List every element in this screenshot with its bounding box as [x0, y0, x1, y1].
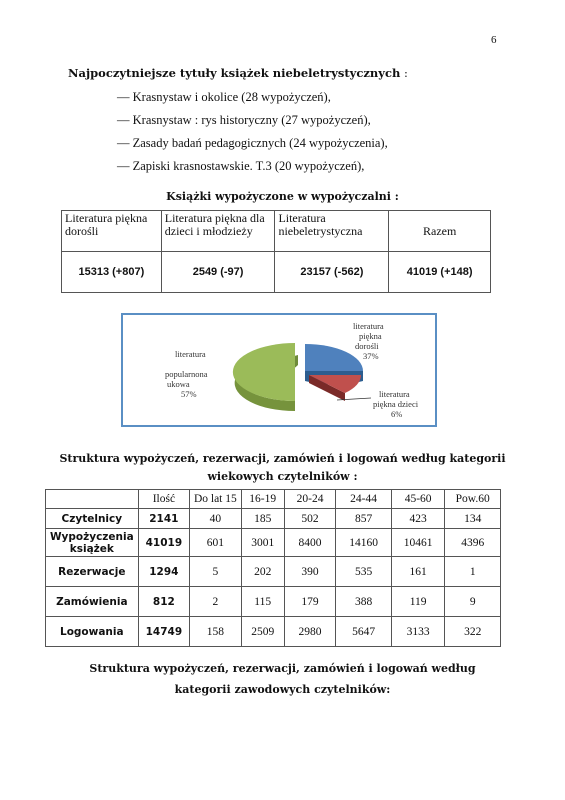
- loans-header-nonfiction: Literatura niebeletrystyczna: [275, 211, 389, 252]
- cell: 202: [241, 557, 284, 587]
- cell: 115: [241, 587, 284, 617]
- cell: 812: [138, 587, 189, 617]
- age-header-24-44: 24-44: [336, 490, 392, 509]
- pie-chart: [123, 315, 435, 425]
- cell: 40: [190, 509, 241, 529]
- table-row: [46, 617, 501, 647]
- cell: 2980: [284, 617, 335, 647]
- loans-value-total: 41019 (+148): [389, 252, 491, 293]
- cell: 41019: [138, 529, 189, 557]
- table-row: [46, 587, 501, 617]
- loans-header-children: Literatura piękna dla dzieci i młodzieży: [161, 211, 275, 252]
- cell: 857: [336, 509, 392, 529]
- age-table-title-line1: Struktura wypożyczeń, rezerwacji, zamówień i logowań według kategorii: [59, 452, 506, 465]
- label-children-pct: 6%: [391, 409, 403, 419]
- loans-header-adult: Literatura piękna dorośli: [62, 211, 162, 252]
- table-row: [46, 557, 501, 587]
- cell: 5: [190, 557, 241, 587]
- cell: 179: [284, 587, 335, 617]
- top-titles-heading-text: Najpoczytniejsze tytuły książek niebeletrystycznych: [68, 66, 401, 80]
- label-adult: [353, 321, 384, 361]
- cell: 14749: [138, 617, 189, 647]
- age-header-20-24: 20-24: [284, 490, 335, 509]
- list-item: — Krasnystaw i okolice (28 wypożyczeń),: [117, 90, 331, 104]
- label-adult-pct: 37%: [363, 351, 379, 361]
- cell: 5647: [336, 617, 392, 647]
- cell: 423: [391, 509, 445, 529]
- cell: 3133: [391, 617, 445, 647]
- cell: 185: [241, 509, 284, 529]
- cell: 1: [445, 557, 501, 587]
- loans-value-adult: 15313 (+807): [62, 252, 162, 293]
- label-children-line1: literatura: [379, 389, 410, 399]
- cell: 322: [445, 617, 501, 647]
- cell: 10461: [391, 529, 445, 557]
- list-item: — Krasnystaw : rys historyczny (27 wypożyczeń),: [117, 113, 371, 127]
- cell: 601: [190, 529, 241, 557]
- cell: 2141: [138, 509, 189, 529]
- label-popular-line2: popularnona: [165, 369, 208, 379]
- row-label: Zamówienia: [46, 587, 139, 617]
- age-header-over60: Pow.60: [445, 490, 501, 509]
- cell: 8400: [284, 529, 335, 557]
- cell: 14160: [336, 529, 392, 557]
- age-header-count: Ilość: [138, 490, 189, 509]
- label-children: [373, 389, 419, 419]
- loans-table: [61, 210, 491, 293]
- cell: 4396: [445, 529, 501, 557]
- label-popular: [165, 349, 208, 399]
- loans-header-total: Razem: [389, 211, 491, 252]
- age-table: [45, 489, 501, 647]
- label-adult-line2: piękna: [359, 331, 382, 341]
- page-number: 6: [491, 34, 497, 46]
- loans-table-title: Książki wypożyczone w wypożyczalni :: [166, 190, 399, 203]
- next-section-title-line2: kategorii zawodowych czytelników:: [174, 683, 391, 696]
- label-adult-line3: dorośli: [355, 341, 379, 351]
- label-popular-pct: 57%: [181, 389, 197, 399]
- top-titles-heading: [68, 66, 408, 80]
- row-label: Czytelnicy: [46, 509, 139, 529]
- age-table-title-line2: wiekowych czytelników :: [207, 470, 358, 483]
- cell: 390: [284, 557, 335, 587]
- cell: 2509: [241, 617, 284, 647]
- label-adult-line1: literatura: [353, 321, 384, 331]
- cell: 535: [336, 557, 392, 587]
- table-row: [46, 509, 501, 529]
- age-header-16-19: 16-19: [241, 490, 284, 509]
- cell: 134: [445, 509, 501, 529]
- row-label: Wypożyczenia książek: [46, 529, 139, 557]
- row-label: Rezerwacje: [46, 557, 139, 587]
- label-popular-line1: literatura: [175, 349, 206, 359]
- label-children-line2: piękna dzieci: [373, 399, 419, 409]
- list-item: — Zasady badań pedagogicznych (24 wypożyczenia),: [117, 136, 388, 150]
- row-label: Logowania: [46, 617, 139, 647]
- cell: 161: [391, 557, 445, 587]
- cell: 3001: [241, 529, 284, 557]
- loans-value-nonfiction: 23157 (-562): [275, 252, 389, 293]
- cell: 388: [336, 587, 392, 617]
- age-header-under15: Do lat 15: [190, 490, 241, 509]
- cell: 1294: [138, 557, 189, 587]
- cell: 158: [190, 617, 241, 647]
- top-titles-heading-suffix: :: [400, 66, 408, 80]
- age-header-empty: [46, 490, 139, 509]
- cell: 2: [190, 587, 241, 617]
- label-popular-line3: ukowa: [167, 379, 190, 389]
- cell: 9: [445, 587, 501, 617]
- pie-chart-frame: [121, 313, 437, 427]
- age-header-45-60: 45-60: [391, 490, 445, 509]
- next-section-title-line1: Struktura wypożyczeń, rezerwacji, zamówień i logowań według: [89, 662, 476, 675]
- table-row: [46, 529, 501, 557]
- top-titles-list: [117, 89, 388, 181]
- loans-value-children: 2549 (-97): [161, 252, 275, 293]
- cell: 502: [284, 509, 335, 529]
- list-item: — Zapiski krasnostawskie. T.3 (20 wypożyczeń),: [117, 159, 365, 173]
- age-table-header-row: [46, 490, 501, 509]
- cell: 119: [391, 587, 445, 617]
